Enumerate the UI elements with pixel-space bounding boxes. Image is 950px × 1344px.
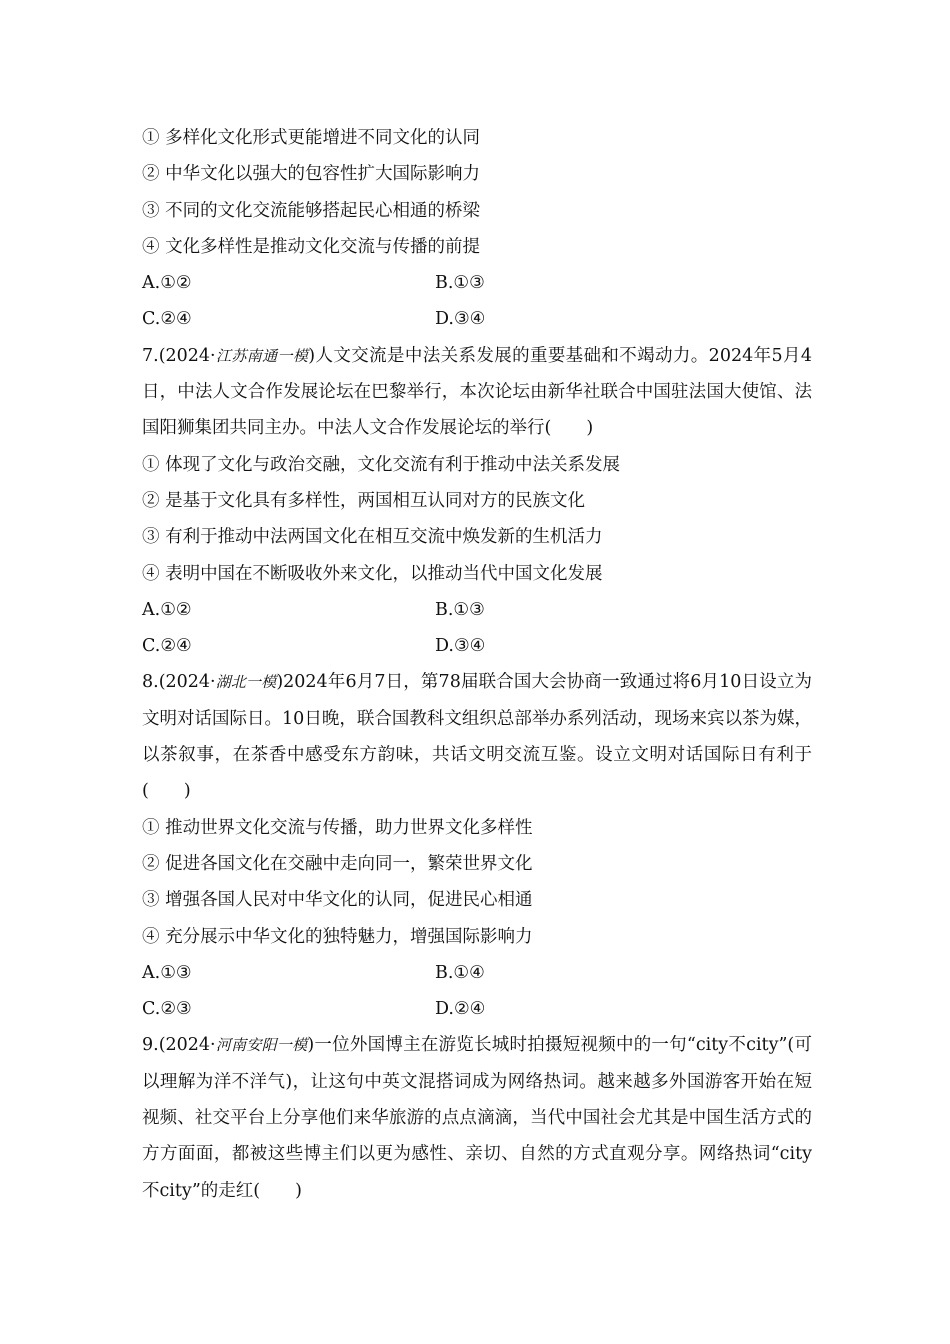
q7-options-row-2 — [142, 628, 812, 664]
q6-statement-4: ④ 文化多样性是推动文化交流与传播的前提 — [142, 236, 481, 257]
q7-option-c: C.②④ — [142, 636, 192, 657]
q7-stem-text: )人文交流是中法关系发展的重要基础和不竭动力。2024年5月4日，中法人文合作发展论坛在巴黎举行，本次论坛由新华社联合中国驻法国大使馆、法国阳狮集团共同主办。中法人文合作发展论坛的举行( ) — [142, 345, 812, 439]
q7-option-b: B.①③ — [435, 599, 485, 620]
q9-stem-text: )一位外国博主在游览长城时拍摄短视频中的一句“city不city”(可以理解为洋不洋气)，让这句中英文混搭词成为网络热词。越来越多外国游客开始在短视频、社交平台上分享他们来华旅游的点点滴滴，当代中国社会尤其是中国生活方式的方方面面，都被这些博主们以更为感性、亲切、自然的方式直观分享。网络热词“city不city”的走红( ) — [142, 1035, 812, 1201]
q6-option-b: B.①③ — [435, 273, 485, 294]
q8-number: 8.(2024· — [142, 672, 216, 693]
q7-statement-2: ② 是基于文化具有多样性，两国相互认同对方的民族文化 — [142, 490, 586, 511]
q9-stem — [142, 1027, 812, 1208]
q6-option-c: C.②④ — [142, 309, 192, 330]
q6-statement-3: ③ 不同的文化交流能够搭起民心相通的桥梁 — [142, 200, 481, 221]
q8-options-row-2 — [142, 991, 812, 1027]
q6-options-row-2 — [142, 301, 812, 337]
q7-number: 7.(2024· — [142, 345, 216, 366]
document-page — [142, 120, 812, 1209]
q7-statement-3: ③ 有利于推动中法两国文化在相互交流中焕发新的生机活力 — [142, 527, 603, 548]
q6-option-a: A.①② — [142, 273, 192, 294]
q8-option-a: A.①③ — [142, 962, 192, 983]
q8-statement-3: ③ 增强各国人民对中华文化的认同，促进民心相通 — [142, 890, 533, 911]
q8-stem — [142, 664, 812, 809]
q7-options-row-1 — [142, 592, 812, 628]
q7-option-d: D.③④ — [435, 636, 486, 657]
q8-options-row-1 — [142, 955, 812, 991]
q8-statement-2: ② 促进各国文化在交融中走向同一，繁荣世界文化 — [142, 853, 533, 874]
q9-source: 河南安阳一模 — [215, 1036, 308, 1055]
q6-option-d: D.③④ — [435, 309, 486, 330]
q8-stem-text: )2024年6月7日，第78届联合国大会协商一致通过将6月10日设立为文明对话国际日。10日晚，联合国教科文组织总部举办系列活动，现场来宾以茶为媒，以茶叙事，在茶香中感受东方韵味，共话文明交流互鉴。设立文明对话国际日有利于( ) — [142, 672, 812, 802]
q6-statement-1: ① 多样化文化形式更能增进不同文化的认同 — [142, 128, 481, 148]
q7-statement-4: ④ 表明中国在不断吸收外来文化，以推动当代中国文化发展 — [142, 563, 603, 584]
q8-source: 湖北一模 — [215, 673, 277, 692]
q7-source: 江苏南通一模 — [215, 346, 309, 365]
q8-statement-4: ④ 充分展示中华文化的独特魅力，增强国际影响力 — [142, 926, 533, 947]
q7-stem — [142, 338, 812, 447]
q8-statement-1: ① 推动世界文化交流与传播，助力世界文化多样性 — [142, 817, 533, 838]
q8-option-c: C.②③ — [142, 999, 192, 1020]
q6-options-row-1 — [142, 265, 812, 301]
q7-option-a: A.①② — [142, 599, 192, 620]
q8-option-b: B.①④ — [435, 962, 485, 983]
q8-option-d: D.②④ — [435, 999, 486, 1020]
q9-number: 9.(2024· — [142, 1035, 216, 1056]
q7-statement-1: ① 体现了文化与政治交融，文化交流有利于推动中法关系发展 — [142, 454, 621, 475]
q6-statement-2: ② 中华文化以强大的包容性扩大国际影响力 — [142, 164, 481, 185]
